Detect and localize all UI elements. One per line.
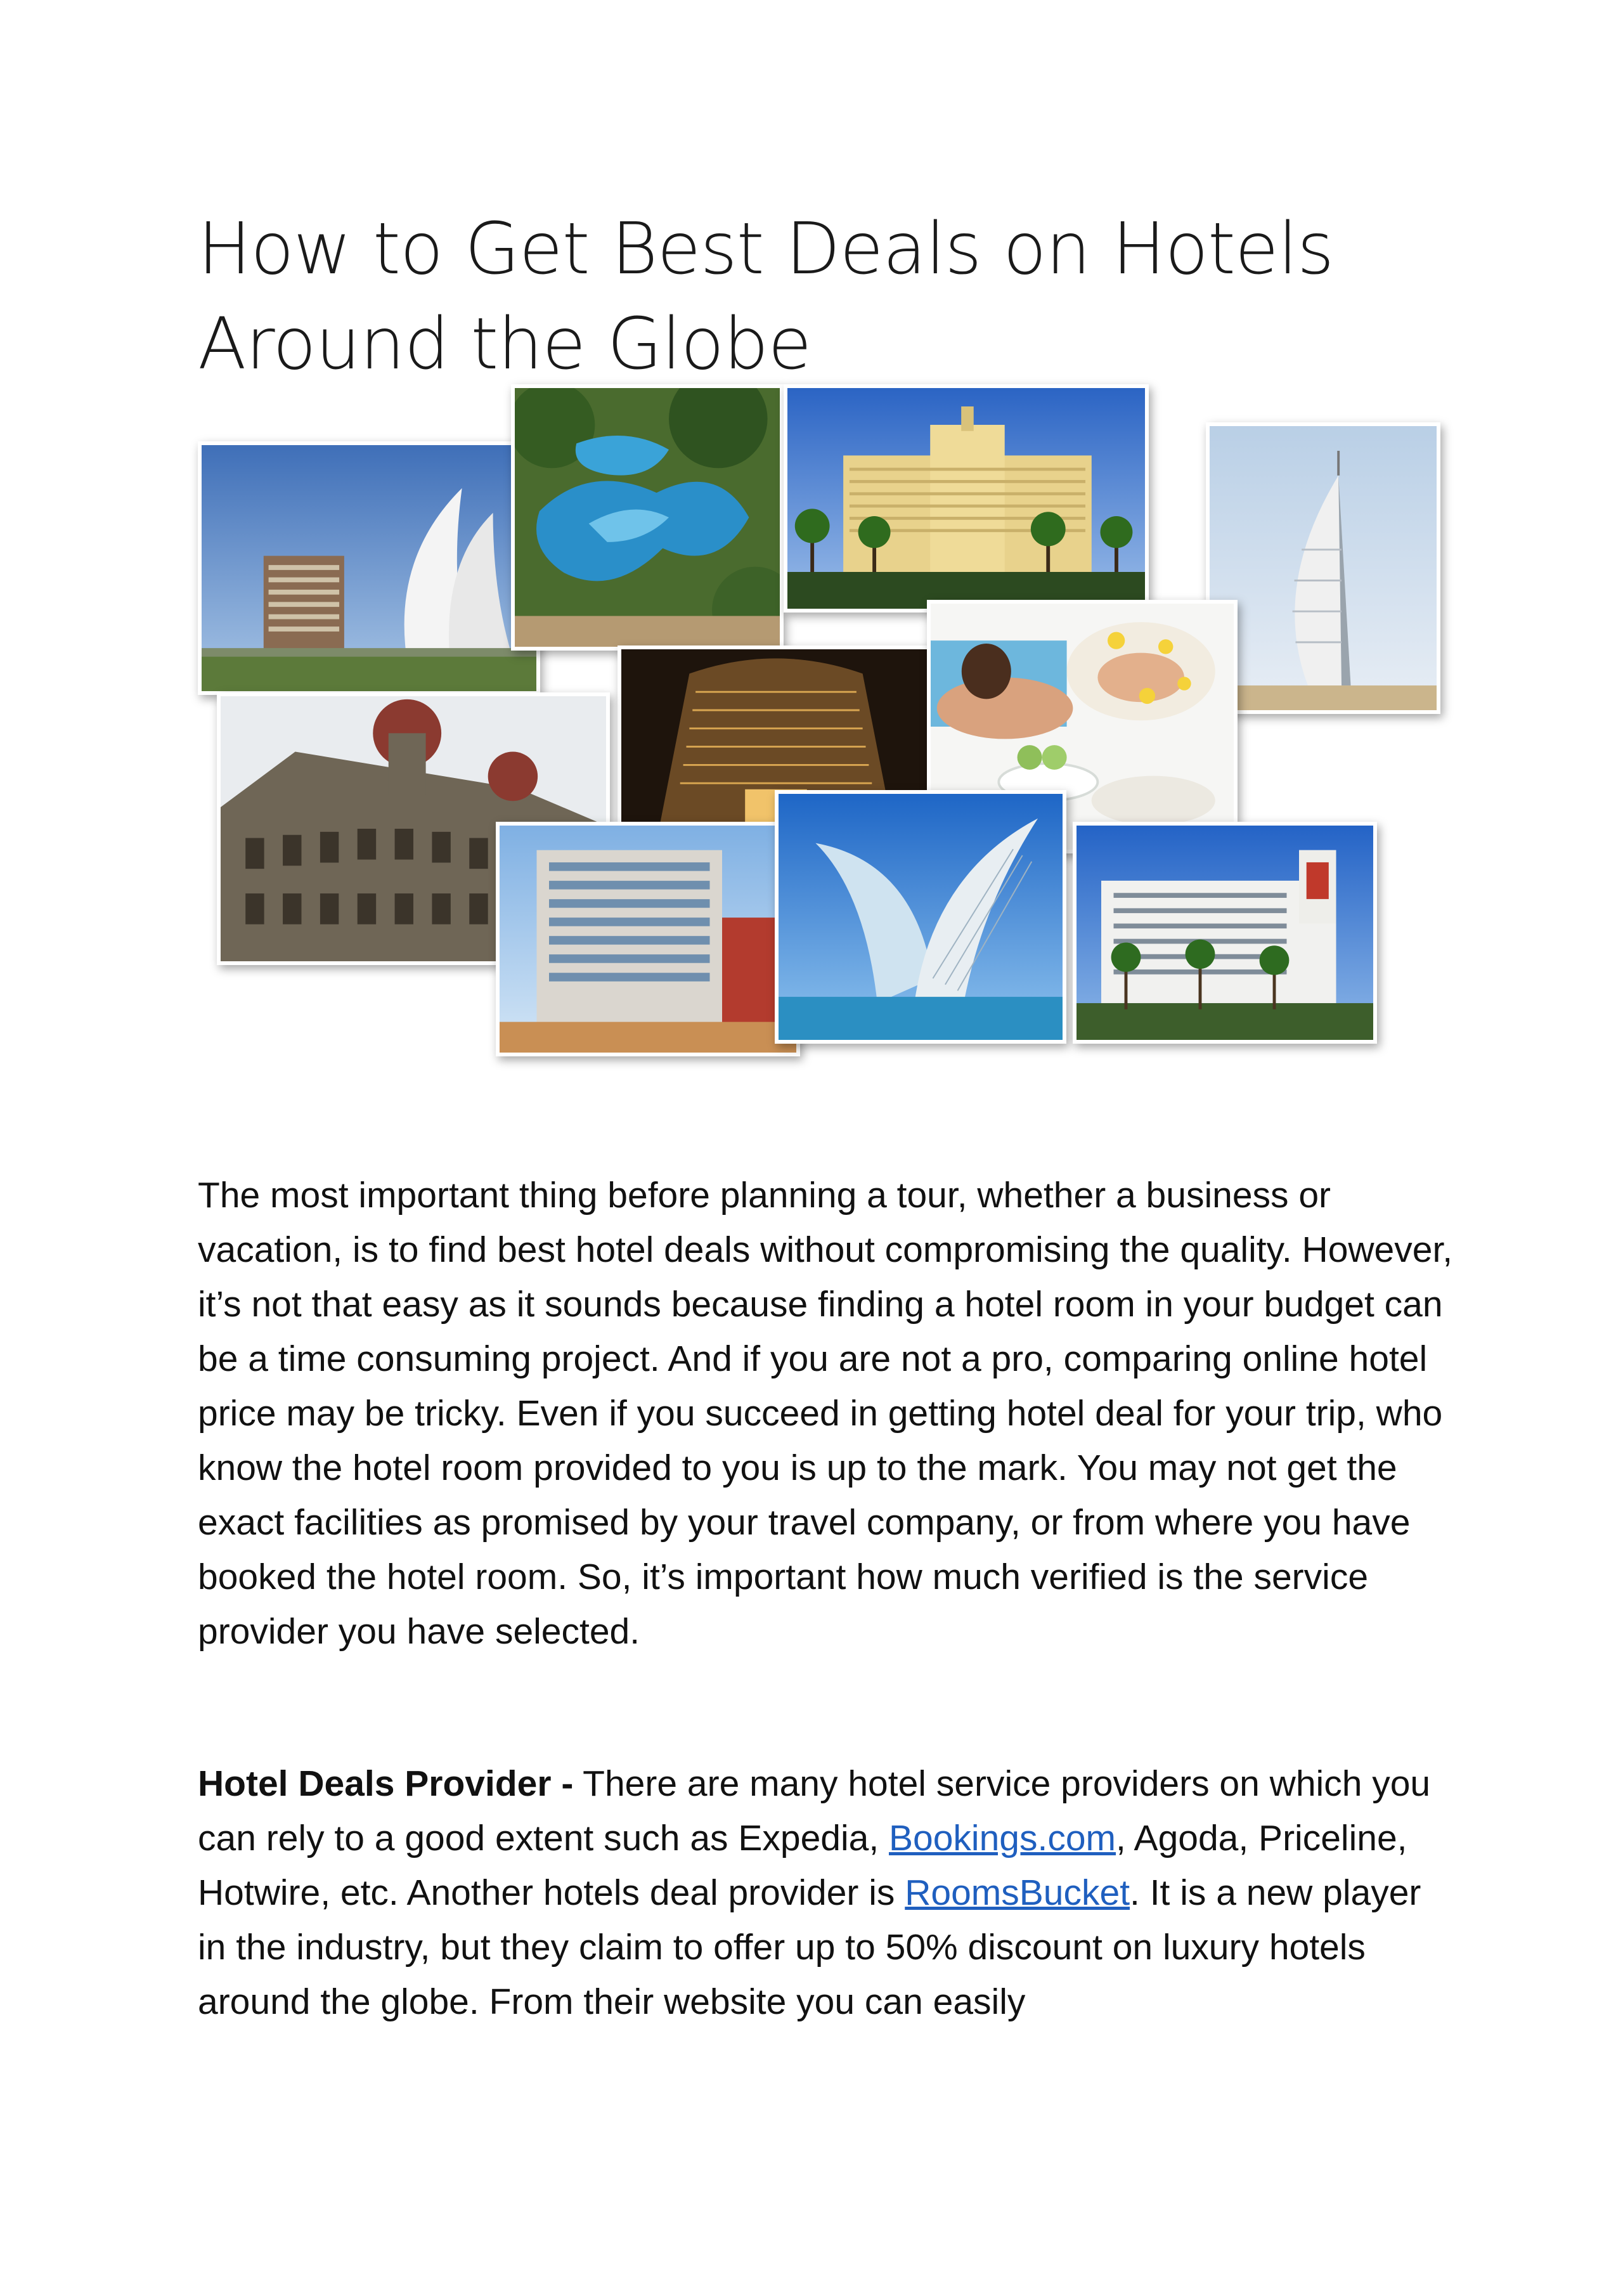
page-title: How to Get Best Deals on Hotels Around the Globe bbox=[198, 208, 1334, 386]
bookings-link[interactable]: Bookings.com bbox=[889, 1818, 1116, 1858]
intro-paragraph: The most important thing before planning a tour, whether a business or vacation, is to find best hotel deals without compromising the quality. However, it’s not that easy as it sounds because finding a hotel room in your budget can be a time consuming project. And if you are not a pro, comparing online hotel price may be tricky. Even if you succeed in getting hotel deal for your trip, who know the hotel room provided to you is up to the mark. You may not get the exact facilities as promised by your travel company, or from where you have booked the hotel room. So, it’s important how much verified is the service provider you have selected. bbox=[198, 1175, 1453, 1652]
paragraph-text: There are many hotel service providers on which you can rely to a good extent such as Expedia, bbox=[198, 1763, 1431, 1858]
hotel-photo-collage bbox=[198, 384, 1440, 1087]
section-lead: Hotel Deals Provider - bbox=[198, 1763, 574, 1804]
photo-resort-hotel bbox=[1073, 822, 1377, 1044]
photo-resort-pool bbox=[511, 384, 784, 651]
paragraph-text: . It is a new player in the industry, but they claim to offer up to 50% discount on luxury hotels around the globe. From their website you can easily bbox=[198, 1872, 1421, 2022]
roomsbucket-link[interactable]: RoomsBucket bbox=[905, 1872, 1130, 1913]
hotel-deals-paragraph bbox=[198, 1756, 1453, 2029]
photo-modern-hotel bbox=[496, 822, 800, 1056]
photo-sail-tower bbox=[1206, 422, 1440, 714]
photo-futuristic-hotel bbox=[775, 790, 1066, 1044]
photo-hotel-palms bbox=[784, 384, 1149, 613]
paragraph-text: , Agoda, Priceline, Hotwire, etc. Another hotels deal provider is bbox=[198, 1818, 1407, 1913]
photo-sail-monument bbox=[198, 441, 540, 695]
